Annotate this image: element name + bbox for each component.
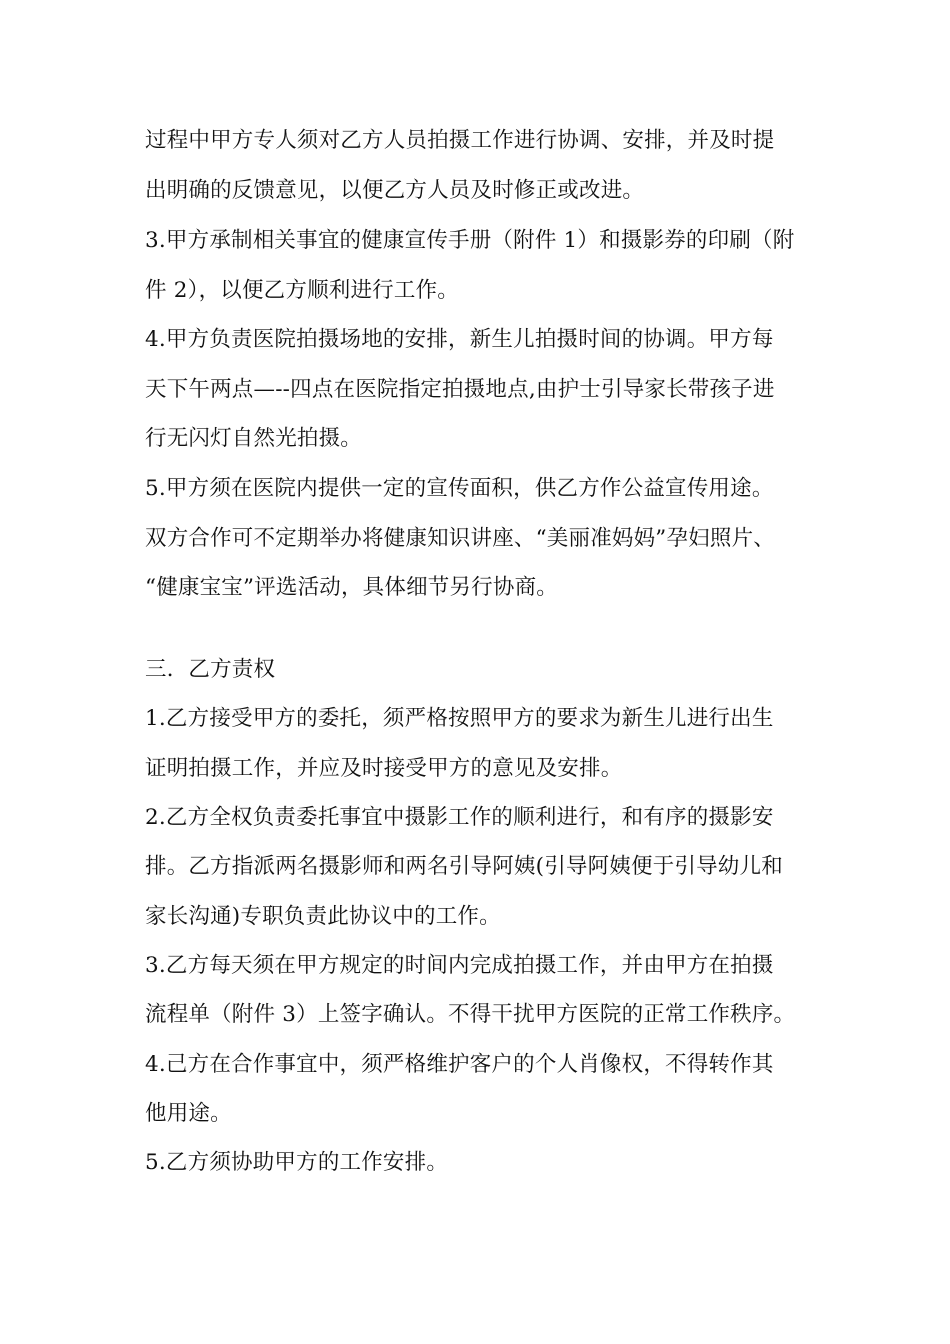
- text-line: 3.乙方每天须在甲方规定的时间内完成拍摄工作，并由甲方在拍摄: [145, 953, 774, 978]
- text-line: 天下午两点—--四点在医院指定拍摄地点,由护士引导家长带孩子进: [145, 377, 775, 402]
- text-line: 4.己方在合作事宜中，须严格维护客户的个人肖像权，不得转作其: [145, 1052, 774, 1077]
- text-line: 流程单（附件 3）上签字确认。不得干扰甲方医院的正常工作秩序。: [145, 1002, 796, 1027]
- text-line: 行无闪灯自然光拍摄。: [145, 426, 363, 451]
- text-line: 过程中甲方专人须对乙方人员拍摄工作进行协调、安排，并及时提: [145, 128, 775, 153]
- text-line: 2.乙方全权负责委托事宜中摄影工作的顺利进行，和有序的摄影安: [145, 805, 774, 830]
- text-line: 家长沟通)专职负责此协议中的工作。: [145, 904, 501, 929]
- text-line: “健康宝宝”评选活动，具体细节另行协商。: [145, 575, 558, 600]
- text-line: 出明确的反馈意见，以便乙方人员及时修正或改进。: [145, 178, 645, 203]
- text-line: 1.乙方接受甲方的委托，须严格按照甲方的要求为新生儿进行出生: [145, 706, 774, 731]
- text-line: 排。乙方指派两名摄影师和两名引导阿姨(引导阿姨便于引导幼儿和: [145, 854, 783, 879]
- text-line: 5.甲方须在医院内提供一定的宣传面积，供乙方作公益宣传用途。: [145, 476, 774, 501]
- text-line: 3.甲方承制相关事宜的健康宣传手册（附件 1）和摄影券的印刷（附: [145, 228, 795, 253]
- text-line: 证明拍摄工作，并应及时接受甲方的意见及安排。: [145, 756, 623, 781]
- text-line: 件 2），以便乙方顺利进行工作。: [145, 278, 459, 303]
- text-line: 4.甲方负责医院拍摄场地的安排，新生儿拍摄时间的协调。甲方每: [145, 327, 774, 352]
- text-line: 5.乙方须协助甲方的工作安排。: [145, 1150, 449, 1175]
- text-line: 双方合作可不定期举办将健康知识讲座、“美丽准妈妈”孕妇照片、: [145, 526, 775, 551]
- section-heading: 三．乙方责权: [145, 657, 276, 682]
- text-line: 他用途。: [145, 1101, 232, 1126]
